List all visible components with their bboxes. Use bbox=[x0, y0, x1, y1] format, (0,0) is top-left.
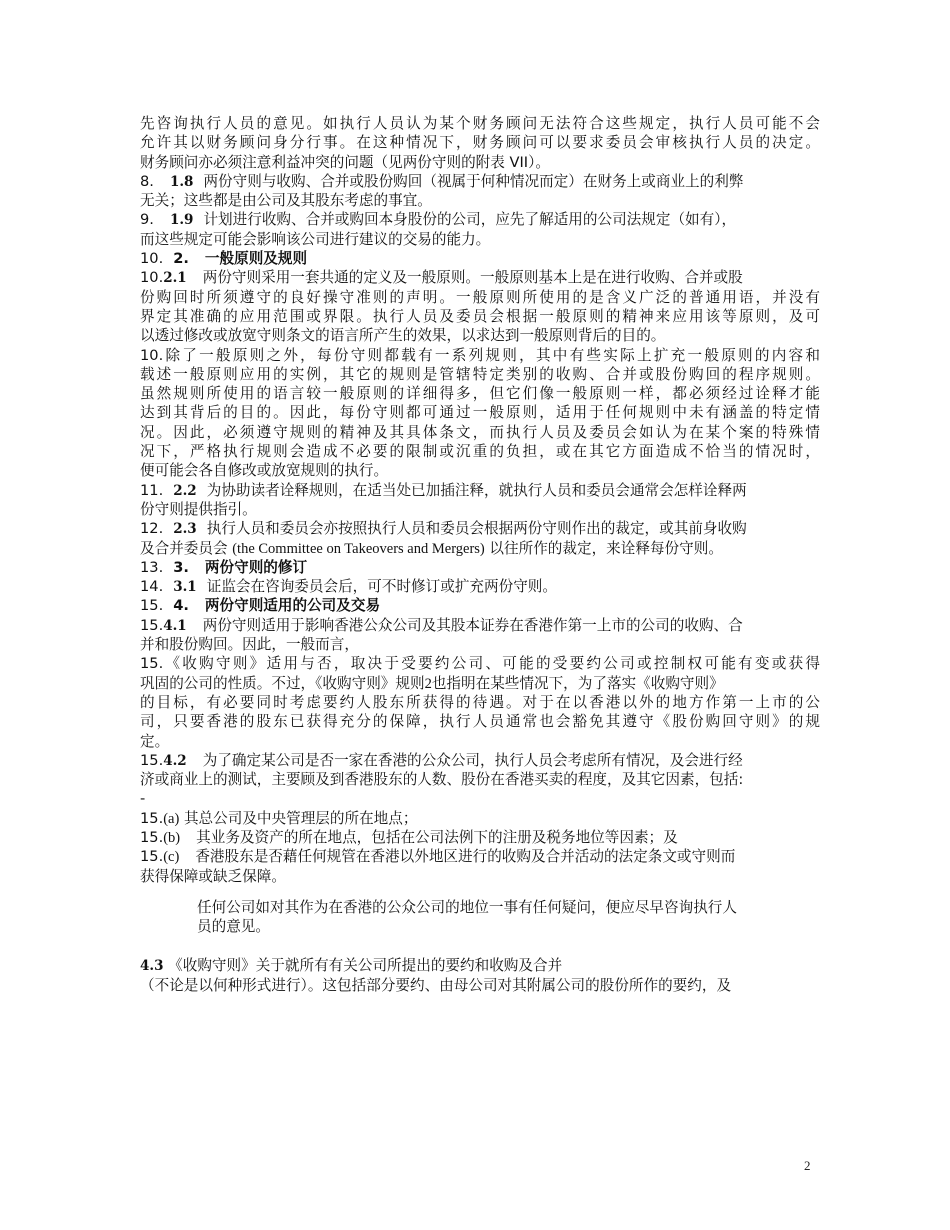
heading-general-principles bbox=[140, 249, 820, 268]
paragraph-number: 12. bbox=[140, 520, 164, 538]
paragraph-number: 11. bbox=[140, 481, 164, 499]
text-line: 况。因此，必须遵守规则的精神及其具体条文，而执行人员及委员会如认为在某个案的特殊情 bbox=[140, 423, 820, 441]
text-line: 以透过修改或放宽守则条文的语言所产生的效果，以求达到一般原则背后的目的。 bbox=[140, 327, 666, 345]
paragraph-number: 15. bbox=[140, 848, 164, 866]
list-marker: (a) bbox=[163, 810, 180, 827]
paragraph-14 bbox=[140, 577, 820, 596]
section-number: 4. bbox=[173, 597, 189, 615]
section-number: 4.2 bbox=[163, 752, 187, 769]
paragraph-text: 《收购守则》关于就所有有关公司所提出的要约和收购及合并 bbox=[168, 957, 563, 975]
paragraph-9 bbox=[140, 210, 820, 229]
paragraph-number: 8. bbox=[140, 172, 154, 190]
note-box bbox=[197, 898, 817, 937]
text-line: 济或商业上的测试，主要顾及到香港股东的人数、股份在香港买卖的程度，及其它因素，包括: bbox=[140, 771, 744, 789]
section-number: 4.1 bbox=[163, 617, 187, 634]
section-number: 1.8 bbox=[169, 173, 194, 190]
paragraph-number: 15. bbox=[140, 828, 164, 846]
paragraph-text: 证监会在咨询委员会后，可不时修订或扩充两份守则。 bbox=[206, 578, 557, 596]
list-text: 其总公司及中央管理层的所在地点； bbox=[183, 809, 418, 827]
paragraph-text: 计划进行收购、合并或购回本身股份的公司，应先了解适用的公司法规定（如有）， bbox=[203, 211, 737, 229]
section-number: 2.2 bbox=[173, 482, 197, 499]
text-line bbox=[140, 539, 820, 558]
text-line: - bbox=[140, 790, 146, 808]
paragraph-text: 为了确定某公司是否一家在香港的公众公司，执行人员会考虑所有情况，及会进行经 bbox=[202, 751, 743, 769]
note-line: 任何公司如对其作为在香港的公众公司的地位一事有任何疑问，便应尽早咨询执行人 bbox=[197, 898, 737, 916]
text-line: 份购回时所须遵守的良好操守准则的声明。一般原则所使用的是含义广泛的普通用语，并没有 bbox=[140, 288, 820, 306]
paragraph-number: 15. bbox=[140, 751, 164, 769]
section-heading: 一般原则及规则 bbox=[204, 250, 308, 268]
text-line: 达到其背后的目的。因此，每份守则都可通过一般原则，适用于任何规则中未有涵盖的特定情 bbox=[140, 404, 820, 422]
list-text: 其业务及资产的所在地点，包括在公司法例下的注册及税务地位等因素；及 bbox=[196, 828, 678, 846]
text-line: 先咨询执行人员的意见。如执行人员认为某个财务顾问无法符合这些规定，执行人员可能不会 bbox=[140, 115, 820, 132]
text-line: 的目标，有必要同时考虑要约人股东所获得的待遇。对于在以香港以外的地方作第一上市的公 bbox=[140, 693, 820, 711]
text-line: 况下，严格执行规则会造成不必要的限制或沉重的负担，或在其它方面造成不恰当的情况时， bbox=[140, 443, 820, 461]
text-line: 虽然规则所使用的语言较一般原则的详细得多，但它们像一般原则一样，都必须经过诠释才能 bbox=[140, 385, 820, 403]
paragraph-15-1 bbox=[140, 616, 820, 635]
english-name: (the Committee on Takeovers and Mergers) bbox=[232, 540, 485, 557]
heading-applicable-companies bbox=[140, 596, 820, 615]
text-line: 而这些规定可能会影响该公司进行建议的交易的能力。 bbox=[140, 230, 491, 248]
paragraph-text: 两份守则适用于影响香港公众公司及其股本证券在香港作第一上市的公司的收购、合 bbox=[202, 616, 743, 634]
text-line: 份守则提供指引。 bbox=[140, 500, 257, 518]
text-segment: 及合并委员会 bbox=[140, 539, 228, 557]
document-body bbox=[140, 114, 820, 995]
text-line: 司，只要香港的股东已获得充分的保障，执行人员通常也会豁免其遵守《股份购回守则》的规 bbox=[140, 713, 820, 731]
heading-amendments bbox=[140, 558, 820, 577]
paragraph-text: 为协助读者诠释规则，在适当处已加插注释，就执行人员和委员会通常会怎样诠释两 bbox=[206, 481, 747, 499]
text-segment: 以往所作的裁定，来诠释每份守则。 bbox=[489, 539, 723, 557]
text-line: 便可能会各自修改或放宽规则的执行。 bbox=[140, 462, 389, 480]
page-number: 2 bbox=[804, 1158, 811, 1173]
paragraph-10-1 bbox=[140, 268, 820, 287]
section-number: 1.9 bbox=[169, 212, 194, 229]
paragraph-number: 14. bbox=[140, 578, 164, 596]
text-line: 财务顾问亦必须注意利益冲突的问题（见两份守则的附表 VII）。 bbox=[140, 153, 550, 171]
paragraph-12 bbox=[140, 519, 820, 538]
section-number: 3.1 bbox=[173, 579, 197, 596]
paragraph-number: 9. bbox=[140, 211, 154, 229]
section-number: 2. bbox=[173, 250, 189, 268]
text-line: （不论是以何种形式进行）。这包括部分要约、由母公司对其附属公司的股份所作的要约，及 bbox=[140, 976, 732, 994]
paragraph-text: 两份守则采用一套共通的定义及一般原则。一般原则基本上是在进行收购、合并或股 bbox=[202, 269, 743, 287]
list-marker: (c) bbox=[163, 849, 180, 866]
text-line: 无关；这些都是由公司及其股东考虑的事宜。 bbox=[140, 192, 432, 210]
text-line bbox=[140, 674, 820, 693]
list-text: 香港股东是否藉任何规管在香港以外地区进行的收购及合并活动的法定条文或守则而 bbox=[195, 848, 736, 866]
text-line: 获得保障或缺乏保障。 bbox=[140, 867, 286, 885]
list-item-c bbox=[140, 847, 820, 866]
text-segment: 巩固的公司的性质。不过，《收购守则》规则 bbox=[140, 674, 425, 692]
text-line: 定。 bbox=[140, 732, 170, 750]
paragraph-number: 15. bbox=[140, 616, 164, 634]
section-number: 4.3 bbox=[140, 958, 164, 975]
paragraph-text: 两份守则与收购、合并或股份购回（视属于何种情况而定）在财务上或商业上的利弊 bbox=[203, 172, 744, 190]
paragraph-8 bbox=[140, 172, 820, 191]
section-heading: 两份守则的修订 bbox=[204, 558, 308, 576]
text-line: 15.《收购守则》适用与否，取决于受要约公司、可能的受要约公司或控制权可能有变或获得 bbox=[140, 655, 820, 673]
text-line: 界定其准确的应用范围或界限。执行人员及委员会根据一般原则的精神来应用该等原则，及可 bbox=[140, 307, 820, 325]
paragraph-number: 13. bbox=[140, 558, 164, 576]
section-number: 2.1 bbox=[163, 270, 187, 287]
section-heading: 两份守则适用的公司及交易 bbox=[204, 597, 381, 615]
list-marker: (b) bbox=[163, 829, 181, 846]
paragraph-number: 10. bbox=[140, 269, 164, 287]
list-item-b bbox=[140, 828, 820, 847]
note-line: 员的意见。 bbox=[197, 918, 270, 936]
text-segment: 也指明在某些情况下，为了落实《收购守则》 bbox=[431, 674, 724, 692]
paragraph-number: 15. bbox=[140, 809, 164, 827]
text-line: 10.除了一般原则之外，每份守则都载有一系列规则，其中有些实际上扩充一般原则的内容和 bbox=[140, 346, 820, 364]
paragraph-11 bbox=[140, 481, 820, 500]
paragraph-text: 执行人员和委员会亦按照执行人员和委员会根据两份守则作出的裁定，或其前身收购 bbox=[206, 520, 747, 538]
text-line: 载述一般原则应用的实例，其它的规则是管辖特定类别的收购、合并或股份购回的程序规则。 bbox=[140, 365, 820, 383]
section-number: 3. bbox=[173, 558, 189, 576]
text-line: 允许其以财务顾问身分行事。在这种情况下，财务顾问可以要求委员会审核执行人员的决定。 bbox=[140, 134, 820, 152]
rule-number: 2 bbox=[424, 675, 432, 692]
section-number: 2.3 bbox=[173, 521, 197, 538]
paragraph-number: 10. bbox=[140, 250, 164, 268]
paragraph-number: 15. bbox=[140, 597, 164, 615]
paragraph-4-3 bbox=[140, 956, 820, 975]
text-line: 并和股份购回。因此，一般而言， bbox=[140, 636, 359, 654]
paragraph-15-2 bbox=[140, 751, 820, 770]
list-item-a bbox=[140, 809, 820, 828]
